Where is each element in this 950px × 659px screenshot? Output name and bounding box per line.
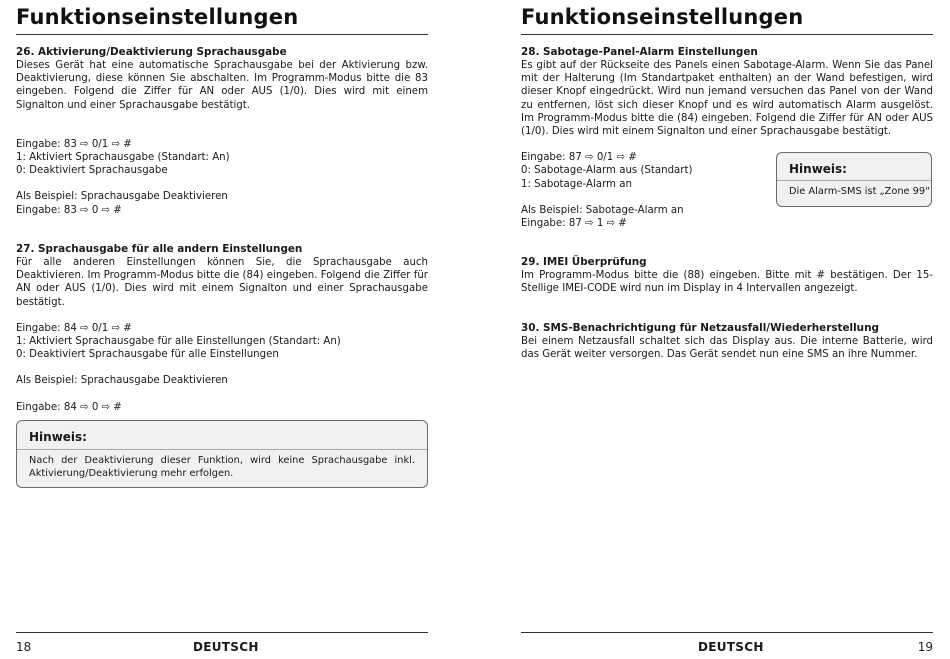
section-27: [16, 243, 428, 414]
language-label: DEUTSCH: [193, 640, 259, 654]
option-line: 1: Aktiviert Sprachausgabe (Standart: An): [16, 152, 230, 164]
example-label: Als Beispiel: Sprachausgabe Deaktivieren: [16, 191, 228, 203]
page-number: 19: [917, 640, 933, 654]
option-line: 1: Aktiviert Sprachausgabe für alle Einstellungen (Standart: An): [16, 336, 341, 348]
left-page: [16, 0, 428, 659]
note-box: [16, 420, 428, 488]
footer-rule: [521, 632, 933, 633]
section-26: [16, 46, 428, 217]
option-line: 0: Deaktiviert Sprachausgabe für alle Einstellungen: [16, 349, 279, 361]
option-line: 0: Sabotage-Alarm aus (Standart): [521, 165, 693, 177]
section-heading: 26. Aktivierung/Deaktivierung Sprachausgabe: [16, 46, 287, 58]
note-box: [776, 152, 932, 207]
note-divider: [777, 180, 931, 181]
section-heading: 30. SMS-Benachrichtigung für Netzausfall/Wiederherstellung: [521, 322, 879, 334]
example-label: Als Beispiel: Sabotage-Alarm an: [521, 204, 684, 216]
option-line: 0: Deaktiviert Sprachausgabe: [16, 165, 168, 177]
note-divider: [17, 449, 427, 450]
note-text: Nach der Deaktivierung dieser Funktion, wird keine Sprachausgabe inkl. Aktivierung/Deaktivierung mehr erfolgen.: [29, 455, 415, 479]
page-title: Funktionseinstellungen: [521, 5, 804, 29]
header-rule: [16, 34, 428, 35]
example-label: Als Beispiel: Sprachausgabe Deaktivieren: [16, 375, 228, 387]
input-sequence: Eingabe: 84 ⇨ 0/1 ⇨ #: [16, 322, 132, 334]
header-rule: [521, 34, 933, 35]
right-page: [521, 0, 933, 659]
option-line: 1: Sabotage-Alarm an: [521, 178, 632, 190]
section-30: [521, 322, 933, 361]
input-sequence: Eingabe: 83 ⇨ 0/1 ⇨ #: [16, 138, 132, 150]
section-heading: 28. Sabotage-Panel-Alarm Einstellungen: [521, 46, 758, 58]
example-input: Eingabe: 84 ⇨ 0 ⇨ #: [16, 401, 122, 413]
language-label: DEUTSCH: [698, 640, 764, 654]
example-input: Eingabe: 83 ⇨ 0 ⇨ #: [16, 204, 122, 216]
section-body: Dieses Gerät hat eine automatische Sprachausgabe bei der Aktivierung bzw. Deaktivierung, diese können Sie abschalten. Im Programm-Modus bitte die 83 eingeben. Folgend die Ziffer für AN oder AUS (1/0). Dies wird mit einem Signalton und einer Sprachausgabe bestätigt.: [16, 60, 428, 111]
section-body: Bei einem Netzausfall schaltet sich das Display aus. Die interne Batterie, wird das Gerät weiter versorgen. Das Gerät sendet nun eine SMS an ihre Nummer.: [521, 336, 933, 361]
footer-rule: [16, 632, 428, 633]
section-body: Für alle anderen Einstellungen können Sie, die Sprachausgabe auch Deaktivieren. Im Programm-Modus bitte die (84) eingeben. Folgend die Ziffer für AN oder AUS (1/0). Dies wird mit einem Signalton und einer Sprachausgabe bestätigt.: [16, 257, 428, 308]
section-body: Im Programm-Modus bitte die (88) eingeben. Bitte mit # bestätigen. Der 15-Stellige IMEI-CODE wird nun im Display in 4 Intervallen angezeigt.: [521, 270, 933, 295]
note-title: Hinweis:: [29, 430, 87, 444]
input-sequence: Eingabe: 87 ⇨ 0/1 ⇨ #: [521, 152, 637, 164]
section-29: [521, 256, 933, 295]
section-heading: 27. Sprachausgabe für alle andern Einstellungen: [16, 243, 303, 255]
example-input: Eingabe: 87 ⇨ 1 ⇨ #: [521, 218, 627, 230]
page-number: 18: [16, 640, 32, 654]
page-title: Funktionseinstellungen: [16, 5, 299, 29]
section-heading: 29. IMEI Überprüfung: [521, 256, 647, 268]
section-body: Es gibt auf der Rückseite des Panels einen Sabotage-Alarm. Wenn Sie das Panel mit der Halterung (Im Standartpaket enthalten) an der Wand befestigen, wird dieser Knopf eingedrückt. Wird nun jemand versuchen das Panel von der Wand zu entfernen, löst sich dieser Knopf und es wird automatisch Alarm ausgelöst. Im Programm-Modus bitte die (84) eingeben. Folgend die Ziffer für AN oder AUS (1/0). Dies wird mit einem Signalton und einer Sprachausgabe bestätigt.: [521, 60, 933, 138]
note-text: Die Alarm-SMS ist „Zone 99“: [789, 186, 931, 197]
note-title: Hinweis:: [789, 162, 847, 176]
